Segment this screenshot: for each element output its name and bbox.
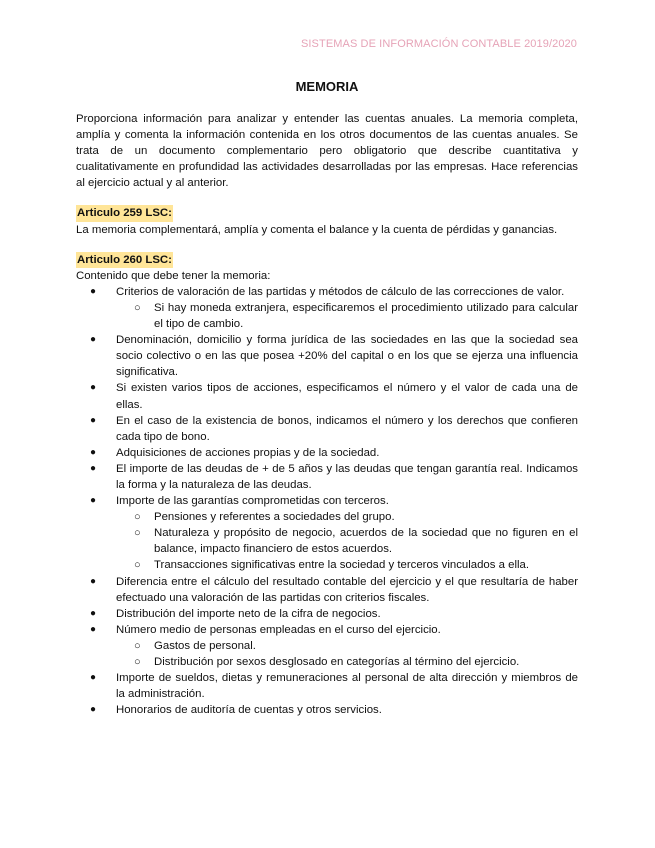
sub-bullet-icon: ○ xyxy=(134,656,141,668)
list-item xyxy=(76,332,578,380)
sub-list xyxy=(116,638,578,670)
section-heading: Articulo 259 LSC: xyxy=(76,205,173,221)
list-item-text: En el caso de la existencia de bonos, indicamos el número y los derechos que confieren cada tipo de bono. xyxy=(116,414,578,443)
bullet-icon: ● xyxy=(90,672,97,684)
section-article-259 xyxy=(76,205,578,237)
bullet-icon: ● xyxy=(90,285,97,297)
list-item-text: Denominación, domicilio y forma jurídica de las sociedades en las que la sociedad sea socio colectivo o en las que posea +20% del capital o en los que se ejerza una influencia significativa. xyxy=(116,334,578,379)
list-item xyxy=(76,413,578,445)
list-item xyxy=(76,606,578,622)
document-title: MEMORIA xyxy=(295,79,359,94)
list-item-text: Si existen varios tipos de acciones, especificamos el número y el valor de cada una de ellas. xyxy=(116,382,578,411)
section-text: La memoria complementará, amplía y comenta el balance y la cuenta de pérdidas y ganancias. xyxy=(76,223,558,236)
sub-list-item xyxy=(116,557,578,573)
running-header: SISTEMAS DE INFORMACIÓN CONTABLE 2019/2020 xyxy=(300,38,577,50)
section-text: Contenido que debe tener la memoria: xyxy=(76,269,271,282)
sub-list-item-text: Naturaleza y propósito de negocio, acuerdos de la sociedad que no figuren en el balance, impacto financiero de estos acuerdos. xyxy=(154,527,578,556)
bullet-icon: ● xyxy=(90,575,97,587)
list-item xyxy=(76,670,578,702)
sub-list-item-text: Si hay moneda extranjera, especificaremos el procedimiento utilizado para calcular el tipo de cambio. xyxy=(154,301,578,331)
bullet-icon: ● xyxy=(90,414,97,426)
bullet-icon: ● xyxy=(90,495,97,507)
section-article-260 xyxy=(76,252,578,719)
bullet-icon: ● xyxy=(90,446,97,458)
sub-list-item xyxy=(116,654,578,670)
sub-list-item-text: Gastos de personal. xyxy=(154,639,256,652)
content-list xyxy=(76,284,578,719)
bullet-icon: ● xyxy=(90,462,97,474)
bullet-icon: ● xyxy=(90,704,97,716)
document-body xyxy=(76,78,578,732)
list-item xyxy=(76,380,578,412)
bullet-icon: ● xyxy=(90,623,97,635)
sub-bullet-icon: ○ xyxy=(134,301,141,314)
list-item xyxy=(76,702,578,718)
bullet-icon: ● xyxy=(90,334,97,346)
list-item xyxy=(76,622,578,670)
sub-list xyxy=(116,509,578,573)
list-item xyxy=(76,284,578,332)
list-item xyxy=(76,461,578,493)
sub-list-item-text: Pensiones y referentes a sociedades del grupo. xyxy=(154,511,395,524)
list-item xyxy=(76,445,578,461)
list-item-text: Importe de las garantías comprometidas con terceros. xyxy=(116,495,389,508)
sub-list-item xyxy=(116,509,578,525)
sub-bullet-icon: ○ xyxy=(134,639,141,652)
bullet-icon: ● xyxy=(90,607,97,619)
intro-paragraph: Proporciona información para analizar y entender las cuentas anuales. La memoria completa, amplía y comenta la información contenida en los otros documentos de las cuentas anuales. Se trata de un documento complementario pero obligatorio que describe cuantitativa y cualitativamente en profundidad las actividades desarrolladas por las empresas. Hace referencias al ejercicio actual y al anterior. xyxy=(76,113,578,190)
list-item-text: Distribución del importe neto de la cifra de negocios. xyxy=(116,607,381,620)
list-item-text: Número medio de personas empleadas en el curso del ejercicio. xyxy=(116,623,441,636)
sub-bullet-icon: ○ xyxy=(134,527,141,540)
sub-bullet-icon: ○ xyxy=(134,511,141,524)
list-item-text: Honorarios de auditoría de cuentas y otros servicios. xyxy=(116,704,382,717)
sub-list xyxy=(116,300,578,332)
bullet-icon: ● xyxy=(90,382,97,394)
sub-list-item xyxy=(116,300,578,332)
list-item xyxy=(76,493,578,573)
list-item-text: Adquisiciones de acciones propias y de la sociedad. xyxy=(116,446,380,459)
sub-list-item xyxy=(116,638,578,654)
list-item-text: Diferencia entre el cálculo del resultado contable del ejercicio y el que resultaría de haber efectuado una valoración de las partidas con criterios fiscales. xyxy=(116,575,578,604)
list-item xyxy=(76,574,578,606)
list-item-text: Criterios de valoración de las partidas y métodos de cálculo de las correcciones de valor. xyxy=(116,285,565,298)
list-item-text: Importe de sueldos, dietas y remuneraciones al personal de alta dirección y miembros de la administración. xyxy=(116,672,578,701)
sub-bullet-icon: ○ xyxy=(134,559,141,572)
section-heading: Articulo 260 LSC: xyxy=(76,252,173,268)
sub-list-item xyxy=(116,525,578,557)
sub-list-item-text: Distribución por sexos desglosado en categorías al término del ejercicio. xyxy=(154,656,520,668)
sub-list-item-text: Transacciones significativas entre la sociedad y terceros vinculados a ella. xyxy=(154,559,530,572)
list-item-text: El importe de las deudas de + de 5 años y las deudas que tengan garantía real. Indicamos la forma y la naturaleza de las deudas. xyxy=(116,462,578,491)
